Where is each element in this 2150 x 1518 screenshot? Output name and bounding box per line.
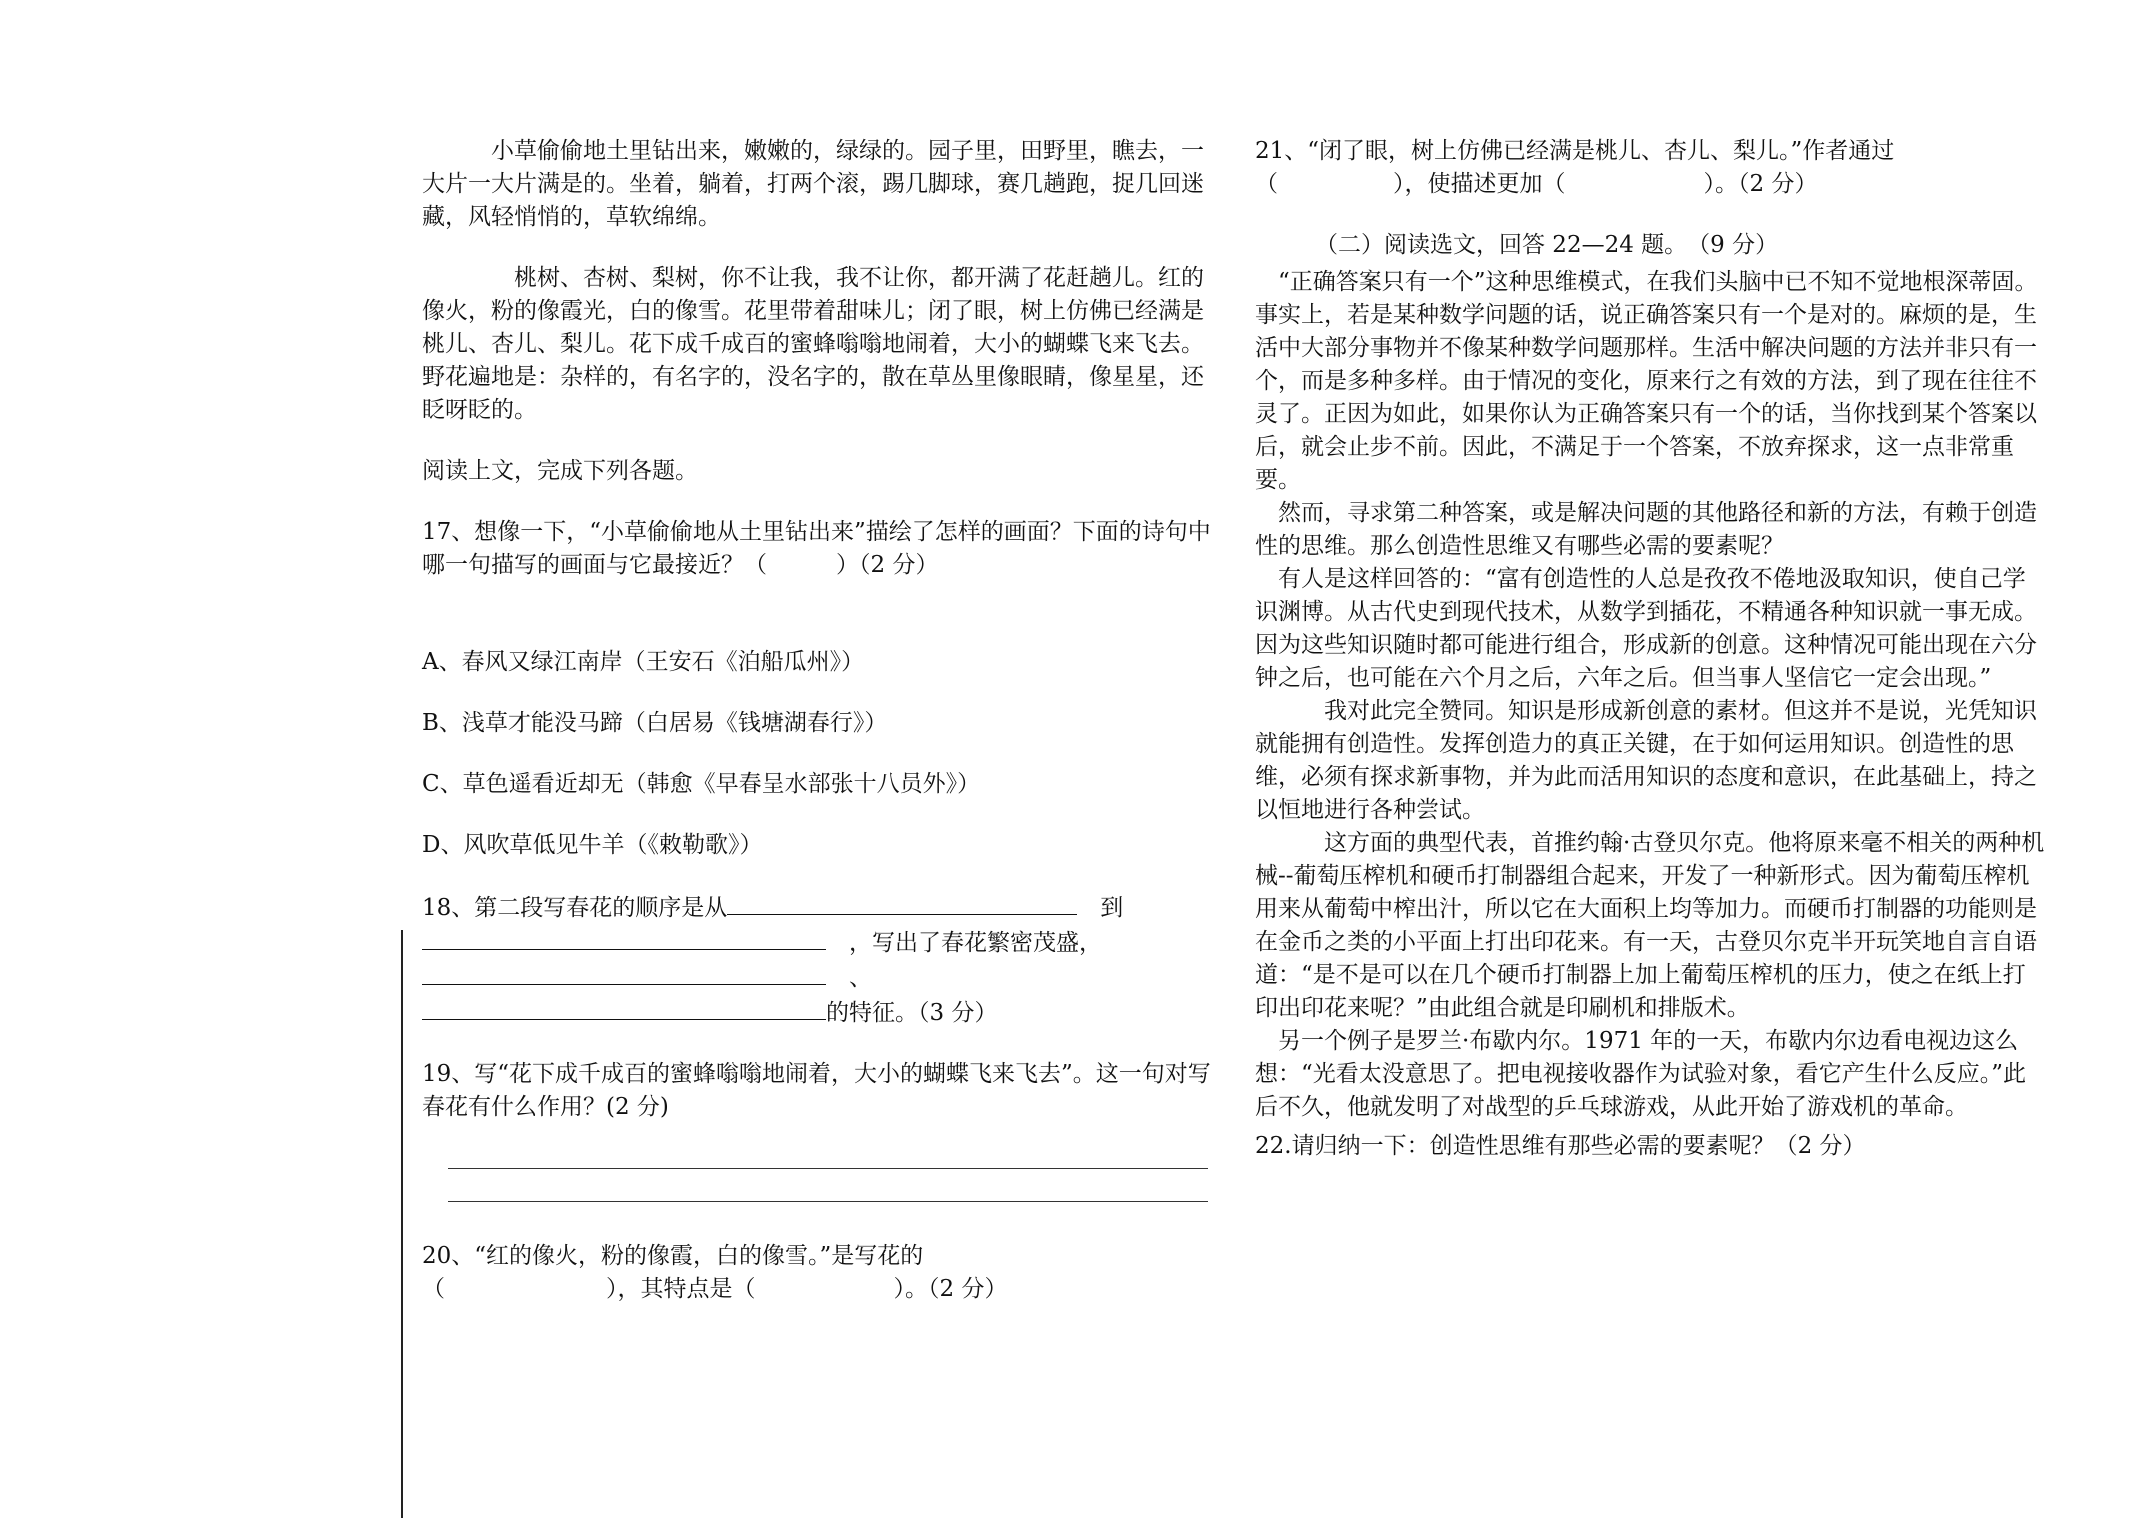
q19-answer-line-2[interactable] (448, 1201, 1208, 1202)
question-18 (422, 890, 1212, 1030)
q18-blank-1[interactable] (727, 890, 1077, 915)
passage-paragraph-1: 小草偷偷地土里钻出来，嫩嫩的，绿绿的。园子里，田野里，瞧去，一大片一大片满是的。坐着，躺着，打两个滚，踢几脚球，赛几趟跑，捉几回迷藏，风轻悄悄的，草软绵绵。 (422, 138, 1204, 230)
q19-answer-line-1[interactable] (448, 1168, 1208, 1169)
reading-paragraph-4: 我对此完全赞同。知识是形成新创意的素材。但这并不是说，光凭知识就能拥有创造性。发挥创造力的真正关键，在于如何运用知识。创造性的思维，必须有探求新事物，并为此而活用知识的态度和意识，在此基础上，持之以恒地进行各种尝试。 (1255, 698, 2037, 823)
q18-blank-2[interactable] (422, 925, 826, 950)
reading-paragraph-1: “正确答案只有一个”这种思维模式，在我们头脑中已不知不觉地根深蒂固。事实上，若是某种数学问题的话，说正确答案只有一个是对的。麻烦的是，生活中大部分事物并不像某种数学问题那样。生活中解决问题的方法并非只有一个，而是多种多样。由于情况的变化，原来行之有效的方法，到了现在往往不灵了。正因为如此，如果你认为正确答案只有一个的话，当你找到某个答案以后，就会止步不前。因此，不满足于一个答案，不放弃探求，这一点非常重要。 (1255, 269, 2038, 493)
question-21-blanks: （ ），使描述更加（ ）。（2 分） (1255, 171, 1818, 197)
question-22: 22.请归纳一下：创造性思维有那些必需的要素呢？（2 分） (1255, 1133, 1866, 1159)
q18-mid: ，写出了春花繁密茂盛， (849, 930, 1102, 956)
q18-blank-4[interactable] (422, 995, 826, 1020)
reading-paragraph-2: 然而，寻求第二种答案，或是解决问题的其他路径和新的方法，有赖于创造性的思维。那么创造性思维又有哪些必需的要素呢？ (1255, 500, 2037, 559)
section-heading: （二）阅读选文，回答 22—24 题。 （9 分） (1315, 232, 1779, 258)
question-17: 17、想像一下，“小草偷偷地从土里钻出来”描绘了怎样的画面？下面的诗句中哪一句描写的画面与它最接近？（ ）（2 分） (422, 519, 1211, 578)
option-b: B、浅草才能没马蹄（白居易《钱塘湖春行》） (422, 710, 888, 736)
passage-paragraph-2: 桃树、杏树、梨树，你不让我，我不让你，都开满了花赶趟儿。红的像火，粉的像霞光，白的像雪。花里带着甜味儿；闭了眼，树上仿佛已经满是桃儿、杏儿、梨儿。花下成千成百的蜜蜂嗡嗡地闹着，大小的蝴蝶飞来飞去。野花遍地是：杂样的，有名字的，没名字的，散在草丛里像眼睛，像星星，还眨呀眨的。 (422, 265, 1204, 423)
question-21: 21、“闭了眼，树上仿佛已经满是桃儿、杏儿、梨儿。”作者通过 (1255, 138, 1895, 164)
question-20-blanks: （ ），其特点是（ ）。（2 分） (422, 1276, 1008, 1302)
q18-to: 到 (1100, 895, 1124, 921)
question-20: 20、“红的像火，粉的像霞，白的像雪。”是写花的 (422, 1243, 924, 1269)
option-a: A、春风又绿江南岸（王安石《泊船瓜州》） (422, 649, 865, 675)
instruction-text: 阅读上文，完成下列各题。 (422, 458, 698, 484)
option-c: C、草色遥看近却无（韩愈《早春呈水部张十八员外》） (422, 771, 981, 797)
margin-rule (401, 930, 403, 1518)
reading-paragraph-3: 有人是这样回答的：“富有创造性的人总是孜孜不倦地汲取知识，使自己学识渊博。从古代史到现代技术，从数学到插花，不精通各种知识就一事无成。因为这些知识随时都可能进行组合，形成新的创意。这种情况可能出现在六分钟之后，也可能在六个月之后，六年之后。但当事人坚信它一定会出现。” (1255, 566, 2037, 691)
q18-suffix: 的特征。（3 分） (826, 1000, 998, 1026)
option-d: D、风吹草低见牛羊（《敕勒歌》） (422, 832, 763, 858)
q18-prefix: 18、第二段写春花的顺序是从 (422, 895, 728, 921)
reading-paragraph-5: 这方面的典型代表，首推约翰·古登贝尔克。他将原来毫不相关的两种机械--葡萄压榨机和硬币打制器组合起来，开发了一种新形式。因为葡萄压榨机用来从葡萄中榨出汁，所以它在大面积上均等加力。而硬币打制器的功能则是在金币之类的小平面上打出印花来。有一天，古登贝尔克半开玩笑地自言自语道：“是不是可以在几个硬币打制器上加上葡萄压榨机的压力，使之在纸上打印出印花来呢？”由此组合就是印刷机和排版术。 (1255, 830, 2045, 1021)
right-column (1255, 135, 2045, 1163)
q18-sep: 、 (849, 965, 872, 991)
reading-paragraph-6: 另一个例子是罗兰·布歇内尔。1971 年的一天，布歇内尔边看电视边这么想：“光看太没意思了。把电视接收器作为试验对象，看它产生什么反应。”此后不久，他就发明了对战型的乒乓球游戏，从此开始了游戏机的革命。 (1255, 1028, 2027, 1120)
left-column (422, 135, 1212, 1306)
question-19: 19、写“花下成千成百的蜜蜂嗡嗡地闹着，大小的蝴蝶飞来飞去”。这一句对写春花有什么作用？(2 分) (422, 1061, 1211, 1120)
q18-blank-3[interactable] (422, 960, 826, 985)
